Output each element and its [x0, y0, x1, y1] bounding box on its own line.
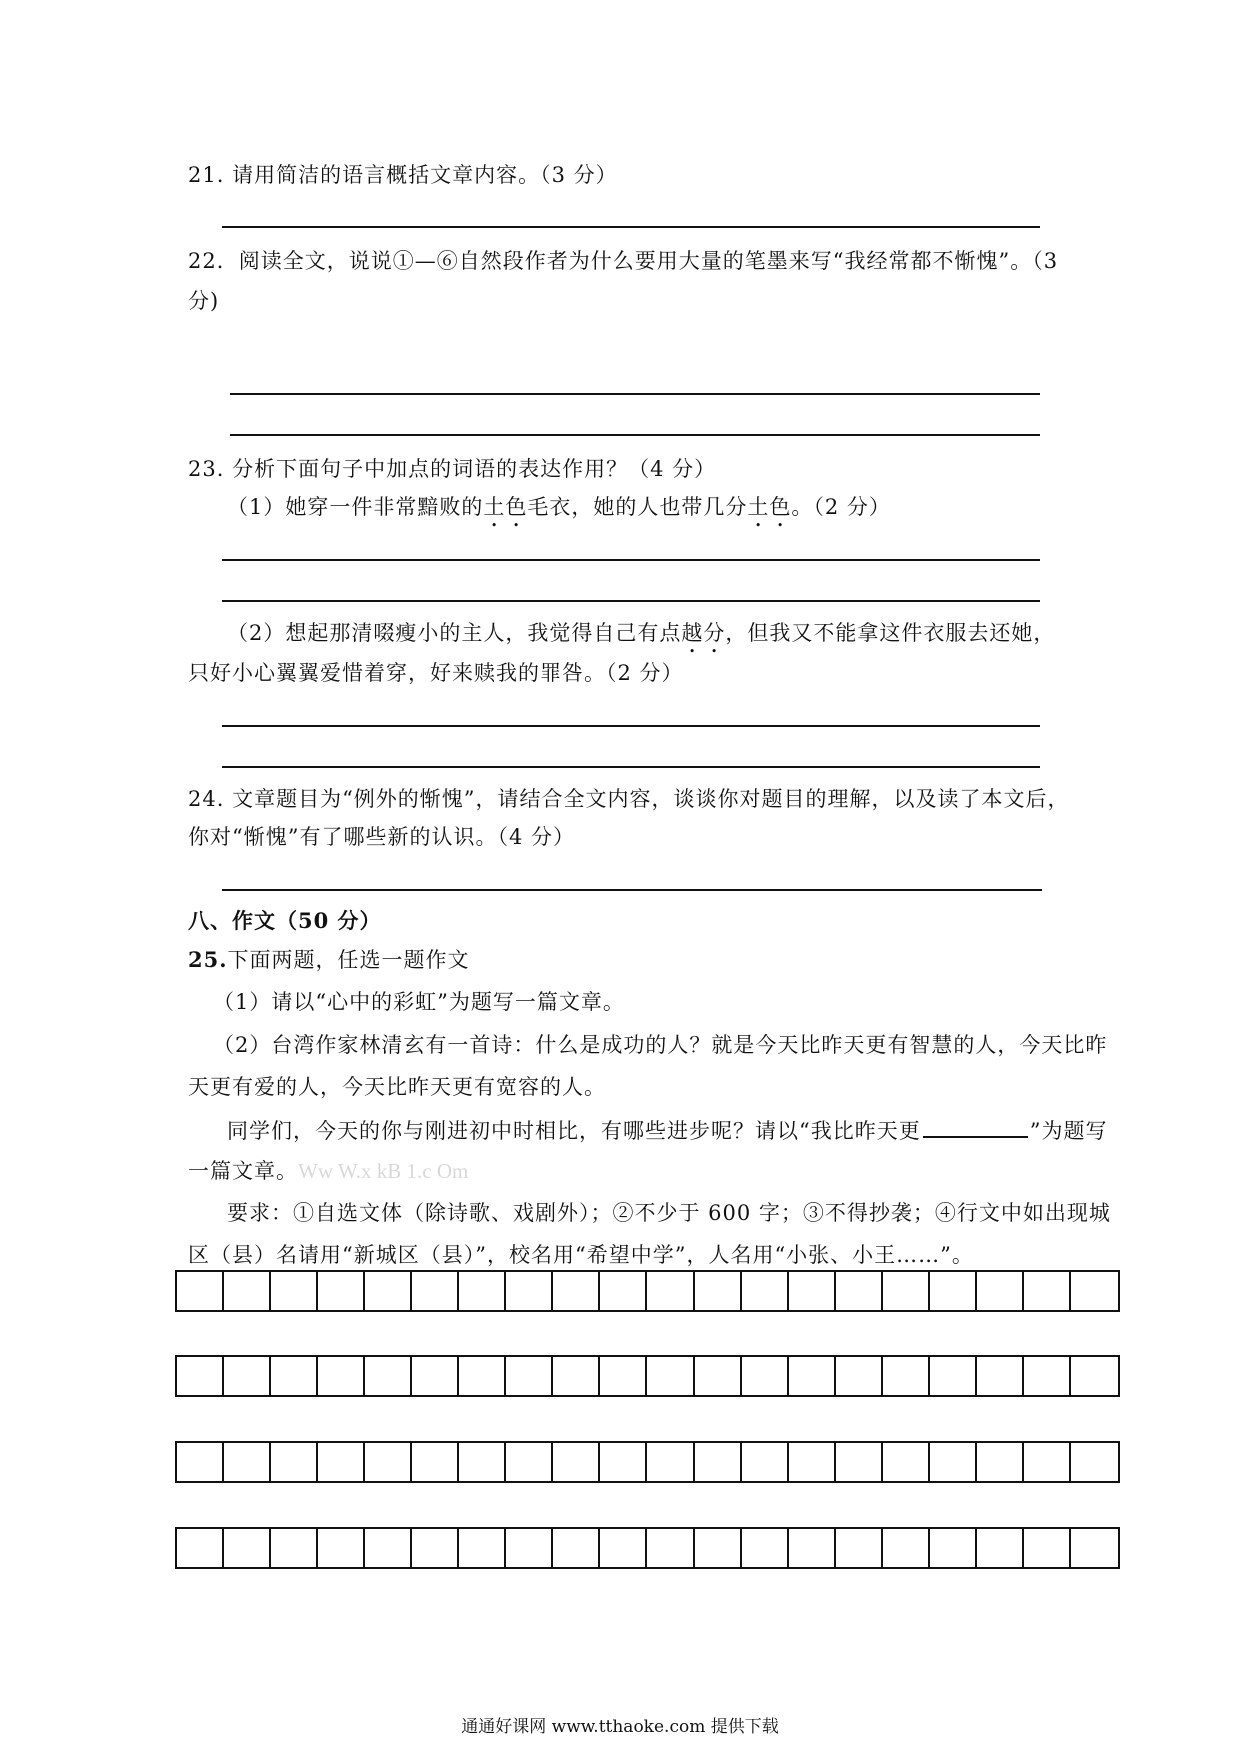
- question-22-line1: 22．阅读全文，说说①—⑥自然段作者为什么要用大量的笔墨来写“我经常都不惭愧”。（3: [188, 249, 1059, 273]
- dotted-word-1: 土色: [483, 495, 528, 519]
- answer-line-24: [222, 889, 1042, 891]
- q25-text: 下面两题，任选一题作文: [227, 948, 470, 972]
- answer-line-22a: [230, 393, 1040, 395]
- question-25: [188, 945, 470, 975]
- writing-grid-row-1: [175, 1270, 1120, 1312]
- q25-number: 25.: [188, 947, 228, 972]
- question-21: 21. 请用简洁的语言概括文章内容。（3 分）: [188, 163, 618, 187]
- answer-line-23-2a: [222, 725, 1040, 727]
- writing-grid-row-4: [175, 1527, 1120, 1569]
- question-23-sub2-line1: [227, 618, 1055, 658]
- question-22-line2: 分): [188, 289, 220, 313]
- question-23-sub2-line2: 只好小心翼翼爱惜着穿，好来赎我的罪咎。（2 分）: [188, 661, 684, 685]
- requirements-line1: 要求：①自选文体（除诗歌、戏剧外）；②不少于 600 字；③不得抄袭；④行文中如出现城: [227, 1201, 1111, 1225]
- requirements-line2: 区（县）名请用“新城区（县）”，校名用“希望中学”，人名用“小张、小王……”。: [188, 1243, 974, 1267]
- q23-sub1-part-b: 毛衣，她的人也带几分: [527, 495, 748, 519]
- answer-line-23-1a: [222, 559, 1040, 561]
- q23-sub2-part-a: （2）想起那清啜瘦小的主人，我觉得自己有点: [227, 621, 682, 645]
- question-24-line2: 你对“惭愧”有了哪些新的认识。（4 分）: [188, 825, 576, 849]
- answer-line-23-2b: [222, 766, 1040, 768]
- dotted-word-3: 越分: [681, 621, 726, 645]
- question-23: 23. 分析下面句子中加点的词语的表达作用？（4 分）: [188, 457, 717, 481]
- option-1: （1）请以“心中的彩虹”为题写一篇文章。: [213, 990, 625, 1014]
- answer-line-23-1b: [222, 600, 1040, 602]
- question-23-sub1: [227, 492, 891, 532]
- writing-grid-row-3: [175, 1441, 1120, 1483]
- title-blank: [923, 1114, 1028, 1138]
- prompt-line1: [227, 1114, 1107, 1146]
- q23-sub2-part-b: ，但我又不能拿这件衣服去还她，: [725, 621, 1056, 645]
- option-2-line1: （2）台湾作家林清玄有一首诗：什么是成功的人？就是今天比昨天更有智慧的人，今天比昨: [213, 1033, 1108, 1057]
- answer-line-21: [222, 226, 1040, 228]
- section-8-heading: 八、作文（50 分）: [188, 908, 382, 933]
- option-2-line2: 天更有爱的人，今天比昨天更有宽容的人。: [188, 1075, 606, 1099]
- prompt-part-b: ”为题写: [1029, 1119, 1108, 1143]
- q23-sub1-part-c: 。（2 分）: [791, 495, 891, 519]
- answer-line-22b: [230, 434, 1040, 436]
- page-footer: 通通好课网 www.tthaoke.com 提供下载: [461, 1717, 779, 1737]
- prompt-line2: [188, 1156, 468, 1186]
- q23-sub1-part-a: （1）她穿一件非常黯败的: [227, 495, 484, 519]
- prompt-line2-text: 一篇文章。: [188, 1159, 298, 1183]
- writing-grid-row-2: [175, 1355, 1120, 1397]
- prompt-part-a: 同学们，今天的你与刚进初中时相比，有哪些进步呢？请以“我比昨天更: [227, 1119, 921, 1143]
- watermark-text: Ww W.x kB 1.c Om: [298, 1159, 469, 1183]
- question-24-line1: 24. 文章题目为“例外的惭愧”，请结合全文内容，谈谈你对题目的理解，以及读了本文后，: [188, 787, 1070, 811]
- dotted-word-2: 土色: [747, 495, 792, 519]
